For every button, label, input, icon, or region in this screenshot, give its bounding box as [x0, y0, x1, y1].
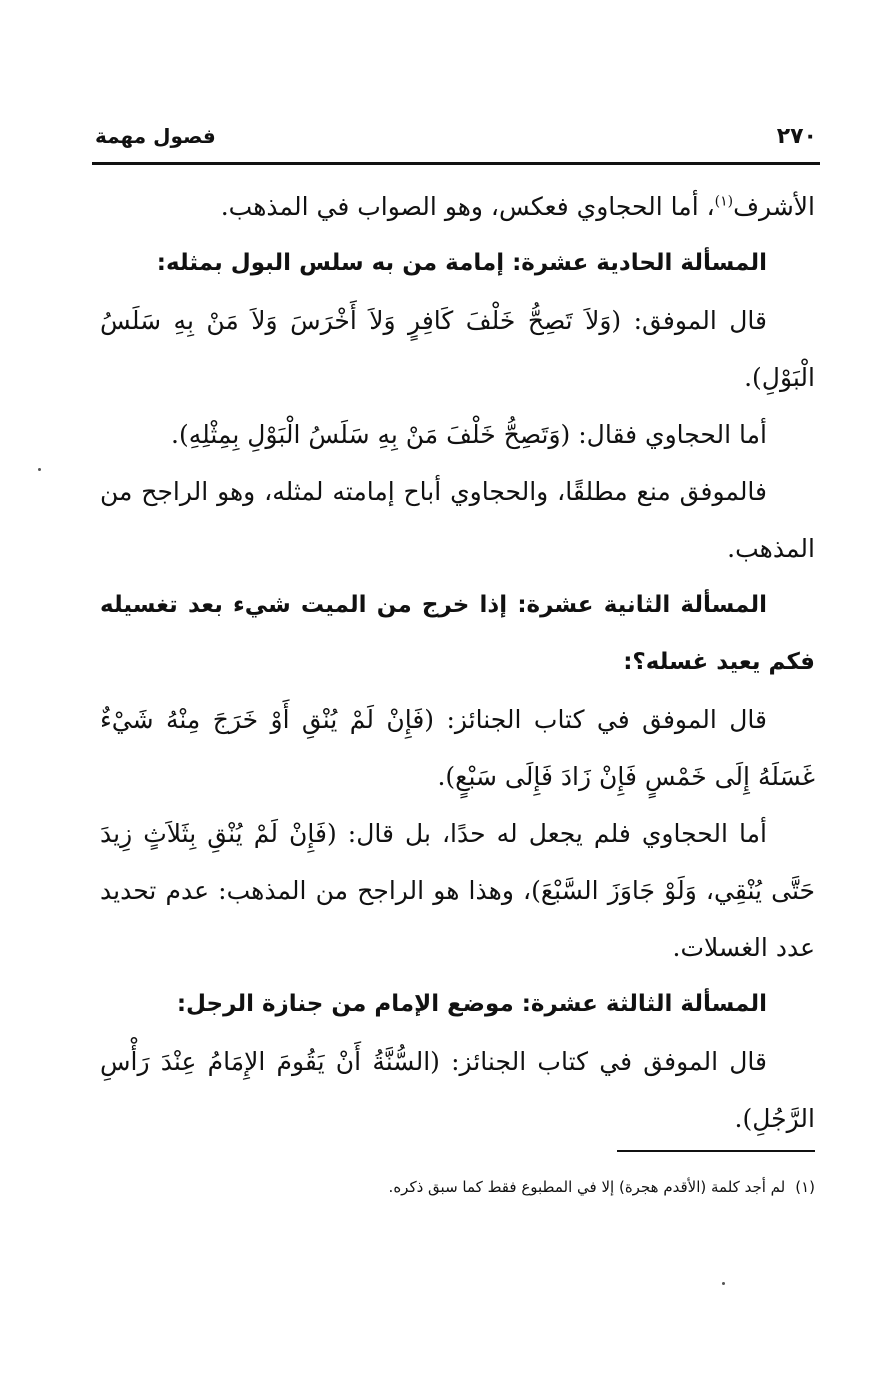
header-rule — [92, 162, 820, 165]
paragraph: أما الحجاوي فقال: (وَتَصِحُّ خَلْفَ مَنْ بِهِ سَلَسُ الْبَوْلِ بِمِثْلِهِ). — [171, 420, 767, 449]
scan-speck — [722, 1282, 725, 1285]
section-heading: المسألة الثالثة عشرة: موضع الإمام من جنازة الرجل: — [176, 991, 767, 1017]
page-number: ٢٧٠ — [776, 124, 817, 149]
page-header — [95, 118, 817, 162]
scan-speck — [38, 468, 41, 471]
footnote-ref: (١) — [714, 193, 734, 210]
paragraph: قال الموفق: (وَلاَ تَصِحُّ خَلْفَ كَافِرٍ وَلاَ أَخْرَسَ وَلاَ مَنْ بِهِ سَلَسُ الْبَوْلِ). — [100, 306, 815, 392]
paragraph: قال الموفق في كتاب الجنائز: (فَإِنْ لَمْ يُنْقِ أَوْ خَرَجَ مِنْهُ شَيْءٌ غَسَلَهُ إِلَى خَمْسٍ فَإِنْ زَادَ فَإِلَى سَبْعٍ). — [100, 705, 815, 791]
footnote-rule — [617, 1150, 815, 1152]
paragraph: الأشرف$^{(١)}$، أما الحجاوي فعكس، وهو الصواب في المذهب. — [220, 192, 815, 221]
footnote-text: لم أجد كلمة (الأقدم هجرة) إلا في المطبوع فقط كما سبق ذكره. — [388, 1178, 786, 1196]
main-text — [100, 178, 815, 1147]
running-title: فصول مهمة — [95, 124, 216, 148]
footnote — [100, 1172, 815, 1202]
paragraph: قال الموفق في كتاب الجنائز: (السُّنَّةُ أَنْ يَقُومَ الإِمَامُ عِنْدَ رَأْسِ الرَّجُلِ). — [100, 1047, 815, 1133]
paragraph: فالموفق منع مطلقًا، والحجاوي أباح إمامته لمثله، وهو الراجح من المذهب. — [100, 477, 815, 563]
paragraph: أما الحجاوي فلم يجعل له حدًا، بل قال: (فَإِنْ لَمْ يُنْقِ بِثَلاَثٍ زِيدَ حَتَّى يُنْقِي، وَلَوْ جَاوَزَ السَّبْعَ)، وهذا هو الراجح من المذهب: عدم تحديد عدد الغسلات. — [100, 819, 815, 962]
footnote-marker: (١) — [795, 1178, 815, 1196]
section-heading: المسألة الثانية عشرة: إذا خرج من الميت شيء بعد تغسيله فكم يعيد غسله؟: — [100, 592, 815, 675]
section-heading: المسألة الحادية عشرة: إمامة من به سلس البول بمثله: — [156, 250, 767, 276]
